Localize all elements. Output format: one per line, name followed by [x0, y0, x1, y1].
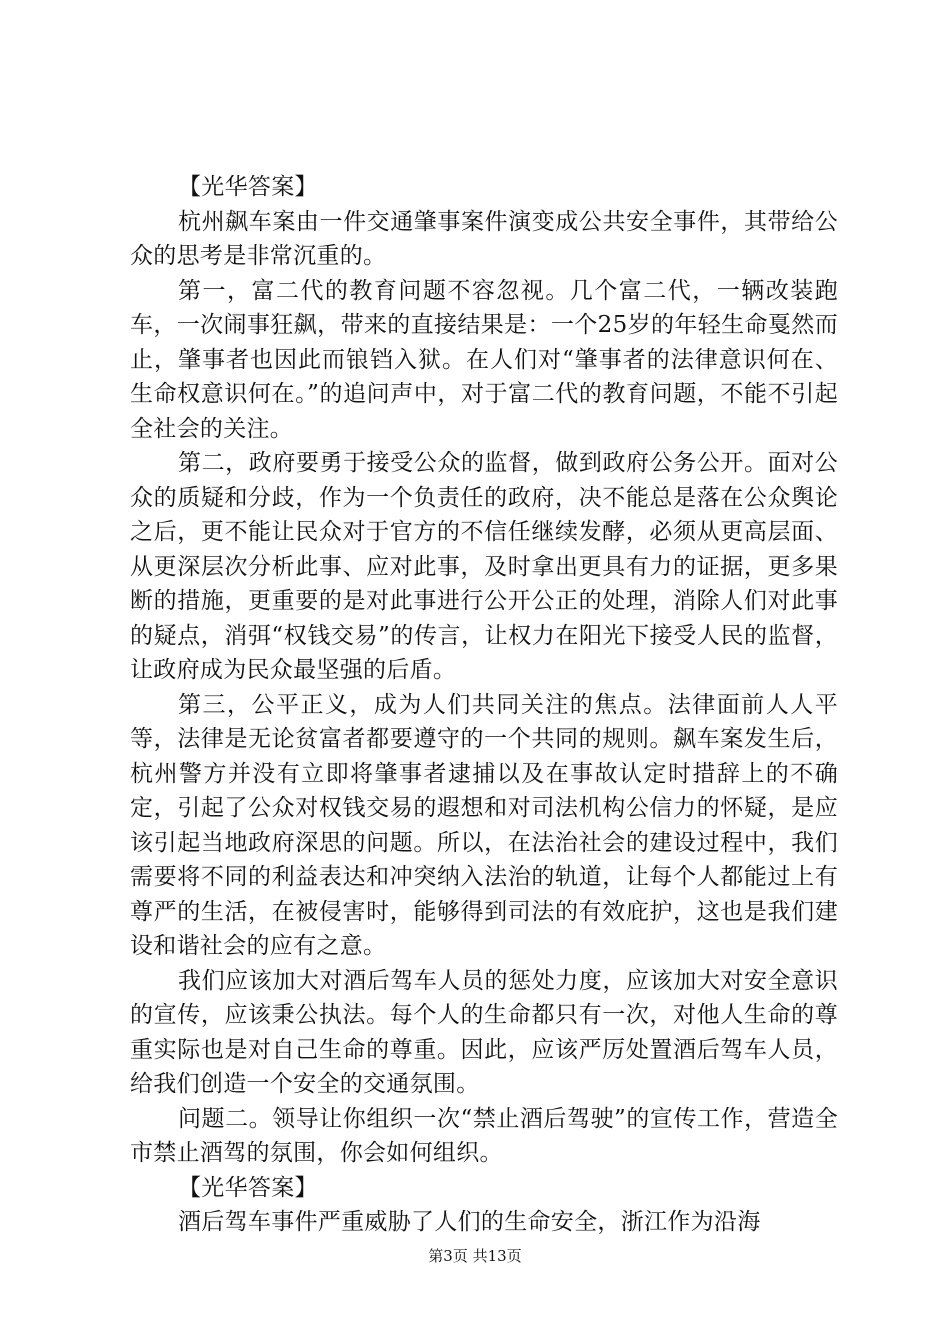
- paragraph-point-three: 第三，公平正义，成为人们共同关注的焦点。法律面前人人平等，法律是无论贫富者都要遵守的一个共同的规则。飙车案发生后，杭州警方并没有立即将肇事者逮捕以及在事故认定时措辞上的不确定，引起了公众对权钱交易的遐想和对司法机构公信力的怀疑，是应该引起当地政府深思的问题。所以，在法治社会的建设过程中，我们需要将不同的利益表达和冲突纳入法治的轨道，让每个人都能过上有尊严的生活，在被侵害时，能够得到司法的有效庇护，这也是我们建设和谐社会的应有之意。: [130, 691, 838, 959]
- paragraph-point-two: 第二，政府要勇于接受公众的监督，做到政府公务公开。面对公众的质疑和分歧，作为一个负责任的政府，决不能总是落在公众舆论之后，更不能让民众对于官方的不信任继续发酵，必须从更高层面、从更深层次分析此事、应对此事，及时拿出更具有力的证据，更多果断的措施，更重要的是对此事进行公开公正的处理，消除人们对此事的疑点，消弭“权钱交易”的传言，让权力在阳光下接受人民的监督，让政府成为民众最坚强的后盾。: [130, 450, 838, 683]
- paragraph-answer-two: 酒后驾车事件严重威胁了人们的生命安全，浙江作为沿海: [178, 1209, 761, 1235]
- paragraph-intro: 杭州飙车案由一件交通肇事案件演变成公共安全事件，其带给公众的思考是非常沉重的。: [130, 208, 838, 269]
- paragraph-point-one: 第一，富二代的教育问题不容忽视。几个富二代，一辆改装跑车，一次闹事狂飙，带来的直接结果是：一个25岁的年轻生命戛然而止，肇事者也因此而锒铛入狱。在人们对“肇事者的法律意识何在、生命权意识何在。”的追问声中，对于富二代的教育问题，不能不引起全社会的关注。: [130, 277, 838, 442]
- answer-heading: 【光华答案】: [178, 174, 318, 200]
- document-body: [130, 170, 838, 1240]
- question-two: 问题二。领导让你组织一次“禁止酒后驾驶”的宣传工作，营造全市禁止酒驾的氛围，你会如何组织。: [130, 1105, 838, 1166]
- paragraph-conclusion: 我们应该加大对酒后驾车人员的惩处力度，应该加大对安全意识的宣传，应该秉公执法。每个人的生命都只有一次，对他人生命的尊重实际也是对自己生命的尊重。因此，应该严厉处置酒后驾车人员，给我们创造一个安全的交通氛围。: [130, 967, 838, 1097]
- answer-heading-two: 【光华答案】: [178, 1174, 318, 1201]
- page-number-footer: 第3页 共13页: [428, 1247, 522, 1265]
